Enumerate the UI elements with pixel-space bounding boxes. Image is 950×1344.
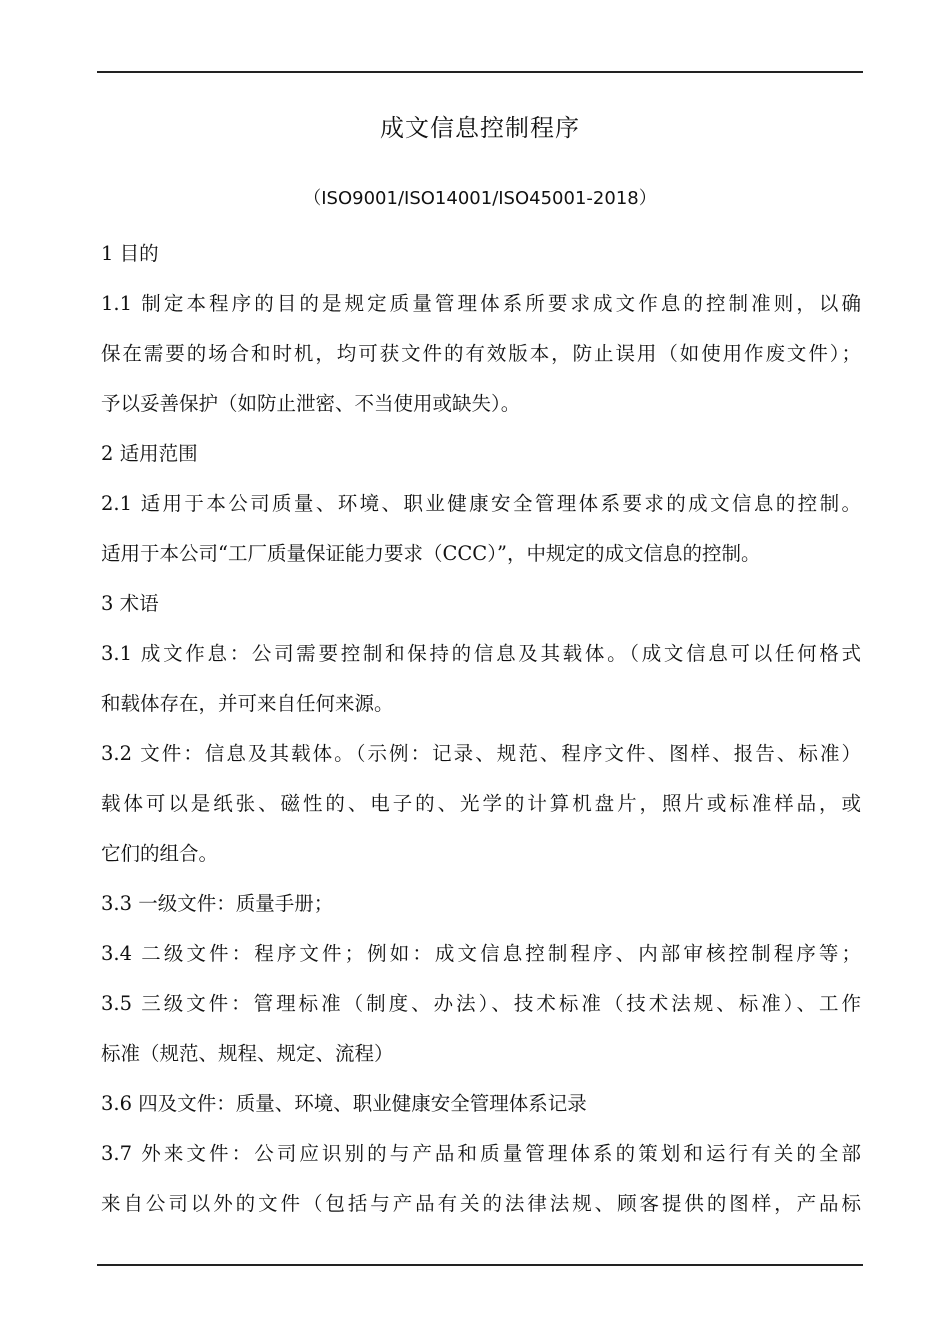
body-line: 3.4 二级文件：程序文件；例如：成文信息控制程序、内部审核控制程序等； [101, 942, 861, 965]
body-line: 3.6 四及文件：质量、环境、职业健康安全管理体系记录 [101, 1092, 587, 1115]
body-line: 3.3 一级文件：质量手册； [101, 892, 334, 915]
body-line: 3.5 三级文件：管理标准（制度、办法）、技术标准（技术法规、标准）、工作 [101, 992, 861, 1015]
body-line: 1.1 制定本程序的目的是规定质量管理体系所要求成文作息的控制准则，以确 [101, 292, 861, 315]
section-heading-scope: 2 适用范围 [101, 442, 198, 465]
footer-rule [97, 1264, 863, 1266]
section-heading-terms: 3 术语 [101, 592, 159, 615]
section-heading-purpose: 1 目的 [101, 242, 159, 265]
body-line: 2.1 适用于本公司质量、环境、职业健康安全管理体系要求的成文信息的控制。 [101, 492, 861, 515]
body-line: 予以妥善保护（如防止泄密、不当使用或缺失）。 [101, 392, 521, 415]
body-line: 3.1 成文作息：公司需要控制和保持的信息及其载体。（成文信息可以任何格式 [101, 642, 861, 665]
document-body [101, 236, 861, 1236]
body-line: 保在需要的场合和时机，均可获文件的有效版本，防止误用（如使用作废文件）； [101, 342, 861, 365]
body-line: 3.7 外来文件：公司应识别的与产品和质量管理体系的策划和运行有关的全部 [101, 1142, 861, 1165]
body-line: 和载体存在，并可来自任何来源。 [101, 692, 394, 715]
body-line: 标准（规范、规程、规定、流程） [101, 1042, 394, 1065]
body-line: 适用于本公司“工厂质量保证能力要求（CCC）”，中规定的成文信息的控制。 [101, 542, 761, 565]
body-line: 载体可以是纸张、磁性的、电子的、光学的计算机盘片，照片或标准样品，或 [101, 792, 861, 815]
body-line: 3.2 文件：信息及其载体。（示例：记录、规范、程序文件、图样、报告、标准） [101, 742, 861, 765]
document-title: 成文信息控制程序 [380, 114, 580, 142]
header-rule [97, 71, 863, 73]
body-line: 它们的组合。 [101, 842, 219, 865]
body-line: 来自公司以外的文件（包括与产品有关的法律法规、顾客提供的图样，产品标 [101, 1192, 861, 1215]
document-subtitle: （ISO9001/ISO14001/ISO45001-2018） [303, 188, 657, 209]
